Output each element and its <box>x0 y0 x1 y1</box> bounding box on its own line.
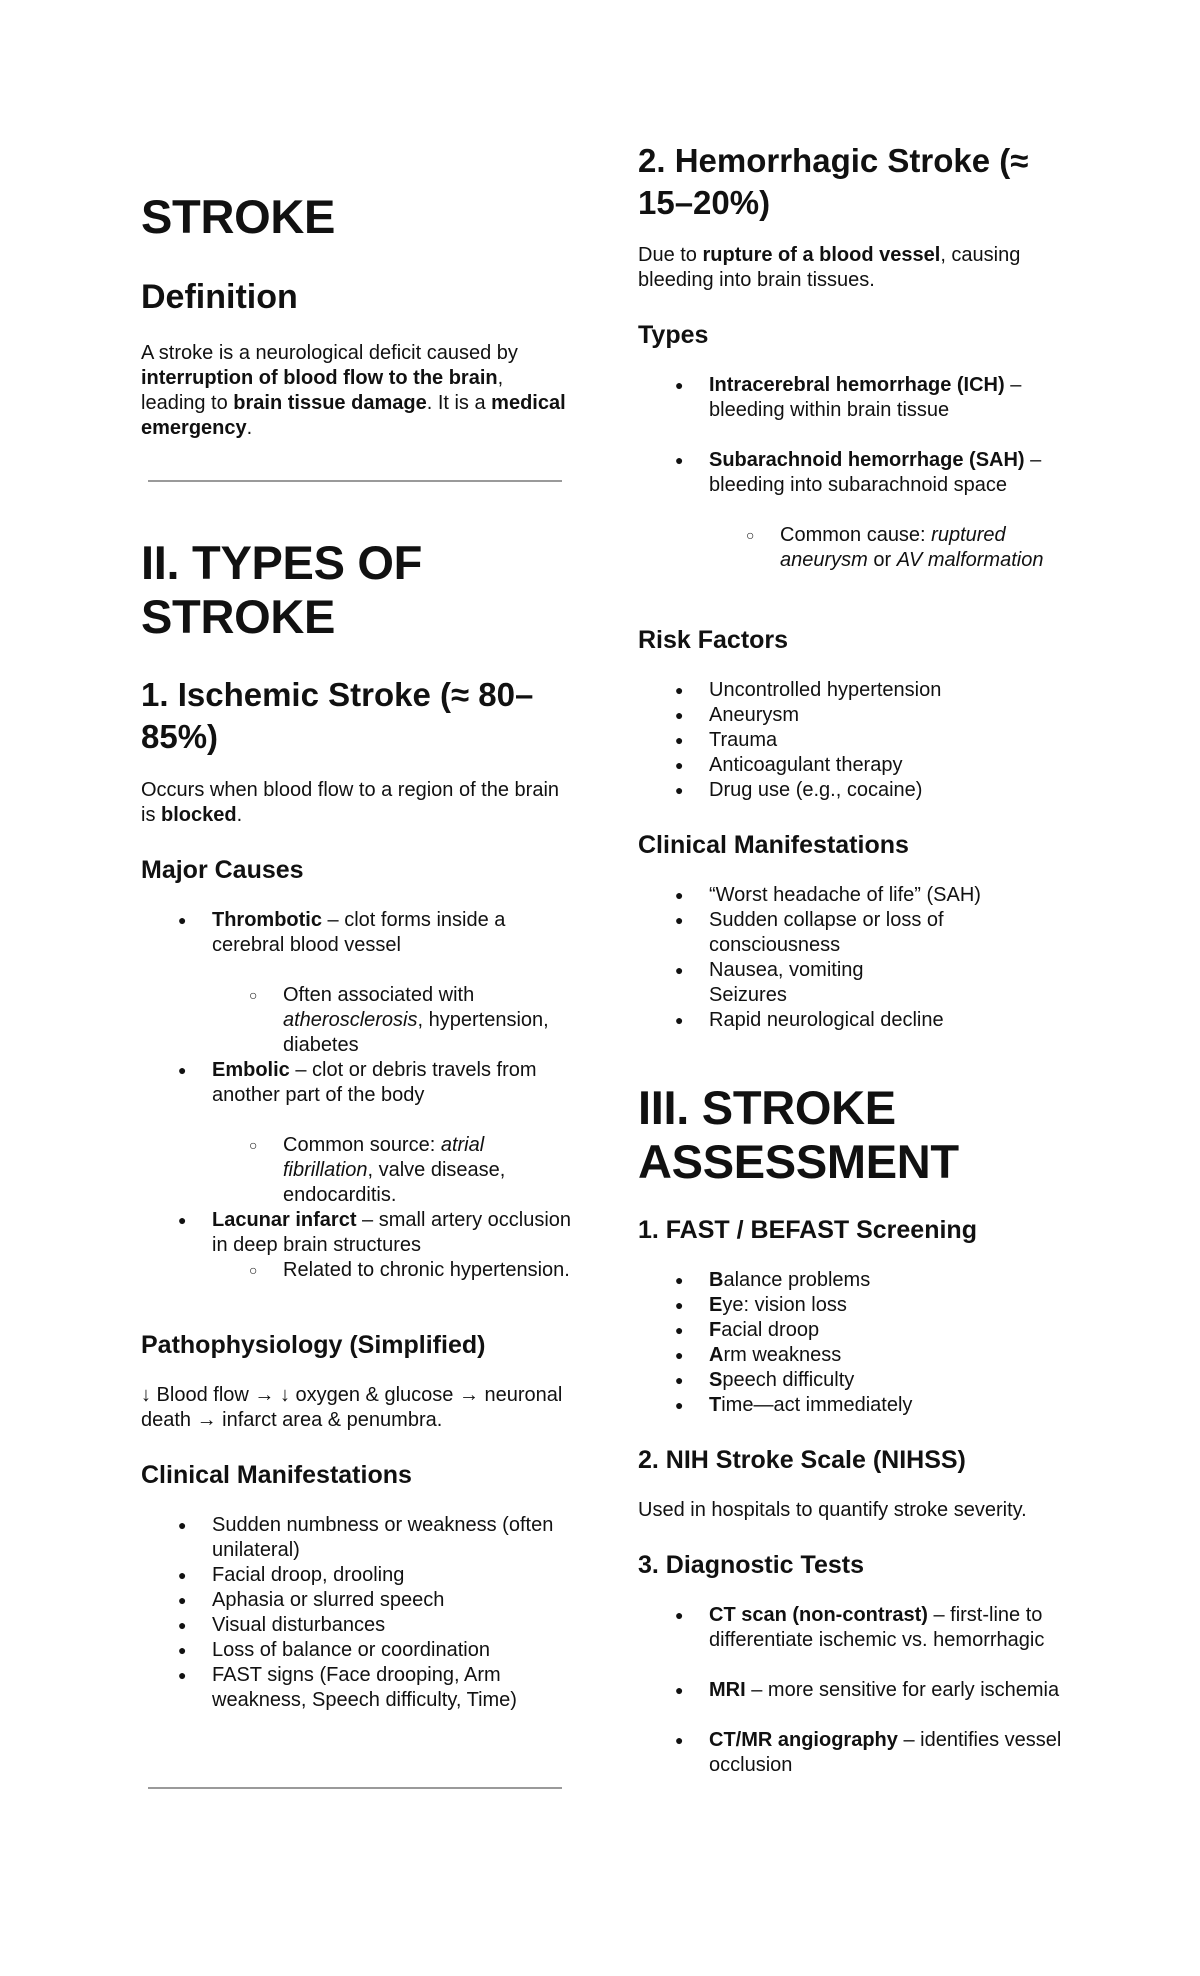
fast-heading: 1. FAST / BEFAST Screening <box>638 1216 977 1244</box>
types-heading: Types <box>638 321 709 349</box>
list-item: ● Visual disturbances <box>212 1613 572 1638</box>
cause-embolic: ● Embolic – clot or debris travels from another part of the body <box>212 1058 572 1108</box>
ischemic-intro: Occurs when blood flow to a region of the brain is blocked. <box>141 779 560 826</box>
cause-embolic-detail: ○ Common source: atrial fibrillation, valve disease, endocarditis. <box>283 1133 573 1208</box>
list-item: ● Aphasia or slurred speech <box>212 1588 572 1613</box>
page-title: STROKE <box>141 190 336 243</box>
type-sah: ● Subarachnoid hemorrhage (SAH) – bleeding into subarachnoid space <box>709 448 1079 498</box>
list-item: ● FAST signs (Face drooping, Arm weakness, Speech difficulty, Time) <box>212 1663 572 1713</box>
hemorrhagic-heading: 2. Hemorrhagic Stroke (≈ 15–20%) <box>638 142 1029 221</box>
nihss-text: Used in hospitals to quantify stroke severity. <box>638 1499 1027 1521</box>
major-causes-heading: Major Causes <box>141 856 304 884</box>
pathophysiology-heading: Pathophysiology (Simplified) <box>141 1331 486 1359</box>
list-item: ● CT scan (non-contrast) – first-line to differentiate ischemic vs. hemorrhagic <box>709 1603 1079 1653</box>
cause-thrombotic: ● Thrombotic – clot forms inside a cerebral blood vessel <box>212 908 572 958</box>
definition-paragraph: A stroke is a neurological deficit caused by interruption of blood flow to the brain, leading to brain tissue damage. It is a medical emergency. <box>141 342 566 439</box>
section-heading-types: II. TYPES OF STROKE <box>141 536 423 643</box>
list-item: ● Loss of balance or coordination <box>212 1638 572 1663</box>
list-item: ● Arm weakness <box>709 1343 1079 1368</box>
cause-lacunar: ● Lacunar infarct – small artery occlusion in deep brain structures <box>212 1208 572 1258</box>
risk-factors-heading: Risk Factors <box>638 626 789 654</box>
cause-thrombotic-detail: ○ Often associated with atherosclerosis, hypertension, diabetes <box>283 983 573 1058</box>
list-item-continuation: Seizures <box>709 984 787 1006</box>
list-item: ● Rapid neurological decline <box>709 1008 1079 1033</box>
definition-heading: Definition <box>141 278 298 316</box>
list-item: ● CT/MR angiography – identifies vessel occlusion <box>709 1728 1079 1778</box>
cause-lacunar-detail: ○ Related to chronic hypertension. <box>283 1258 573 1283</box>
list-item: ● Trauma <box>709 728 1079 753</box>
list-item: ● Balance problems <box>709 1268 1079 1293</box>
list-item: ● Facial droop, drooling <box>212 1563 572 1588</box>
type-sah-detail: ○ Common cause: ruptured aneurysm or AV malformation <box>780 523 1080 573</box>
list-item: ● Time—act immediately <box>709 1393 1079 1418</box>
list-item: ● Speech difficulty <box>709 1368 1079 1393</box>
list-item: ● “Worst headache of life” (SAH) <box>709 883 1079 908</box>
diagnostic-heading: 3. Diagnostic Tests <box>638 1551 864 1579</box>
list-item: ● Drug use (e.g., cocaine) <box>709 778 1079 803</box>
ischemic-heading: 1. Ischemic Stroke (≈ 80–85%) <box>141 676 534 755</box>
list-item: ● Uncontrolled hypertension <box>709 678 1079 703</box>
list-item: ● Sudden numbness or weakness (often unilateral) <box>212 1513 572 1563</box>
section-divider <box>148 1787 562 1789</box>
list-item: ● Nausea, vomiting <box>709 958 1079 983</box>
clinical-heading-ischemic: Clinical Manifestations <box>141 1461 412 1489</box>
section-heading-assessment: III. STROKE ASSESSMENT <box>638 1081 959 1188</box>
nihss-heading: 2. NIH Stroke Scale (NIHSS) <box>638 1446 966 1474</box>
clinical-heading-hemorrhagic: Clinical Manifestations <box>638 831 909 859</box>
pathophysiology-text: ↓ Blood flow → ↓ oxygen & glucose → neuronal death → infarct area & penumbra. <box>141 1384 563 1431</box>
list-item: ● Eye: vision loss <box>709 1293 1079 1318</box>
hemorrhagic-intro: Due to rupture of a blood vessel, causing bleeding into brain tissues. <box>638 244 1021 291</box>
section-divider <box>148 480 562 482</box>
type-ich: ● Intracerebral hemorrhage (ICH) – bleeding within brain tissue <box>709 373 1079 423</box>
list-item: ● Aneurysm <box>709 703 1079 728</box>
list-item: ● Anticoagulant therapy <box>709 753 1079 778</box>
list-item: ● Sudden collapse or loss of consciousness <box>709 908 1079 958</box>
list-item: ● Facial droop <box>709 1318 1079 1343</box>
list-item: ● MRI – more sensitive for early ischemia <box>709 1678 1079 1703</box>
